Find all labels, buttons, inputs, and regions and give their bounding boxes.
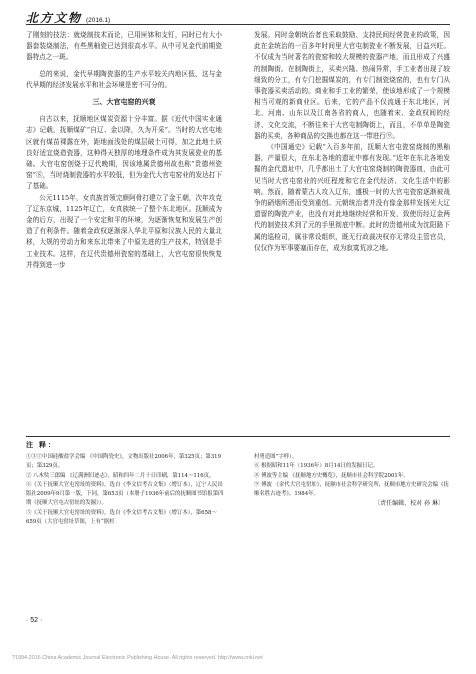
note-item: ⑨ 傅波 《金代大官屯窑址》，抚顺市社会科学研究所，抚顺市地方史研究会编《抚顺名胜古迹考》，1984年。 bbox=[254, 481, 449, 498]
left-column bbox=[26, 30, 222, 271]
note-item: ⑥ 根据昭和11年（1936年）8月14日的发掘日记。 bbox=[254, 463, 379, 470]
journal-title: 北方文物 bbox=[26, 11, 83, 25]
notes-right bbox=[254, 453, 452, 509]
notes-rule bbox=[26, 436, 450, 437]
notes-title: 注 释： bbox=[26, 442, 57, 449]
note-item: 村勇造图”字样）。 bbox=[254, 454, 298, 460]
page-number: · 52 · bbox=[26, 617, 43, 624]
note-item: ①③⑦中国硅酸盐学会编 《中国陶瓷史》，文物出版社2006年，第325页；第319页；第329页。 bbox=[26, 454, 222, 470]
section-heading: 三、大官屯窑的兴衰 bbox=[92, 99, 156, 107]
copyright-footer: ?1994-2016 China Academic Journal Electronic Publishing House. All rights reserved. http://www.cnki.net bbox=[12, 655, 263, 661]
header-rule bbox=[26, 24, 450, 25]
right-column bbox=[254, 30, 450, 254]
paragraph: 了刚刻的技法：就烧制技术而论，已用匣钵和支钉，同时已有大小器套装烧制法，有些黑釉瓷已达到很高水平。从中可见金代前期瓷器特点之一斑。 bbox=[26, 31, 222, 62]
paragraph: 发展。同时金朝统治者也采取鼓励、支持民间经营瓷业的政策，因此在金统治的一百多年时间里大官屯制瓷业不断发展，日益兴旺。不仅成为当时著名的瓷窑和较大规模的瓷器产地，而且形成了兴盛的制陶街。在制陶街上，买卖兴隆、热闹异常，手工业者出现了较细致的分工，有专门挖掘煤炭的，有专门制瓷烧窑的，也有专门从事瓷器买卖活动的。商业和手工业的繁荣，使该地形成了一个规模相当可观的新商业区。后来，它的产品不仅流通于东北地区，河北、河南、山东以及江南各省的商人，也随着宋、金政权间的经济、文化交流，不断往来于大官屯制陶街上，而且，不单单是陶瓷器的买卖，各种商品的交换也都在这一带进行⑨。 bbox=[254, 31, 450, 140]
paragraph: 总的来说，金代早期陶瓷器的生产水平较关内地区低，这与金代早期的经济发展水平和社会环境是密不可分的。 bbox=[26, 69, 222, 89]
notes-left bbox=[26, 453, 224, 527]
editor-credit: 〔责任编辑、校对 孙 琳〕 bbox=[374, 500, 444, 508]
note-item: ④《关于抚顺大官屯窑址的资料》，选自《李文信考古文集》（增订本），辽宁人民出版社2009年9月第一版，下同，第653页（本册子1936年前后的抚顺图书馆报第四期《抚顺大官屯古窑址的发掘》）。 bbox=[26, 481, 224, 507]
paragraph: 公元1115年，女真族首领完颜阿骨打建立了金王朝，次年攻克了辽东京城，1125年辽亡，女真族统一了整个东北地区。抚顺成为金的后方，出现了一个安定和平的环境，为逐渐恢复和发展生产创造了有利条件。随着金政权逐渐深入华北平原和汉族人民的大量北移，大规的劳动力和来东北带来了中原先进的生产技术，特别是手工业技术。这样，在辽代贵德州瓷窑的基础上，大官屯窑很快恢复并得到进一步 bbox=[26, 193, 222, 269]
paragraph: 自古以来，抚顺地区煤炭资源十分丰富。据《近代中国实业通志》记载，抚顺煤矿“自辽、金以降，久为开采”。当时的大官屯地区就有煤苗裸露在外，距地面浅处的煤层破土可得，加之此地土质良好适宜烧造瓷器，这种得天独厚的地理条件成为其发展瓷业的基础。大官屯窑创烧于辽代晚期，因该地属贵德州故也称“贵德州瓷窑”⑧，当时烧制瓷器的水平较低，但为金代大官屯窑业的发达打下了基础。 bbox=[26, 115, 222, 191]
paragraph: 《中国通史》记载“入百多年前，抚顺大官屯瓷窑烧制的黑釉器，产量很大，在东北各地的遗址中都有发现。”近年在东北各地发掘的金代遗址中，几乎都出土了大官屯窑烧制的陶瓷器皿，由此可见当时大官屯窑业的兴旺程度和它在金代经济、文化生活中的影响。然而，随着蒙古人攻入辽东，盛极一时的大官屯瓷窑逐渐被战争的硝烟所湮而受到重创。元朝统治者并没有像金那样发扬光大辽遗留的陶瓷产业，也没有对此地继续经营和开发，致使历经辽金两代的制瓷技术到了元的手里彻底中断。此时的贵德州成为沈阳路下属的巡检司，属非常设组织，既无行政裁决权亦无常设主管官员，仅仅作为军事要塞而存在，成为寂寞荒凉之地。 bbox=[254, 143, 450, 252]
note-item: ⑧ 傅波等主编 《抚顺地方史概览》，抚顺市社会科学院2001年。 bbox=[254, 472, 409, 479]
note-item: ⑤《关于抚顺大官屯窑址的资料》，选自《李文信考古文集》（增订本），第658～659页（大官屯窑址草图，上有“据杉 bbox=[26, 509, 217, 526]
note-item: ② 八木奘三郎编 《辽满洲旧迹志》，昭和四年二月十日印刷，第114～116页。 bbox=[26, 472, 215, 479]
issue-number: (2016.1) bbox=[86, 17, 111, 24]
